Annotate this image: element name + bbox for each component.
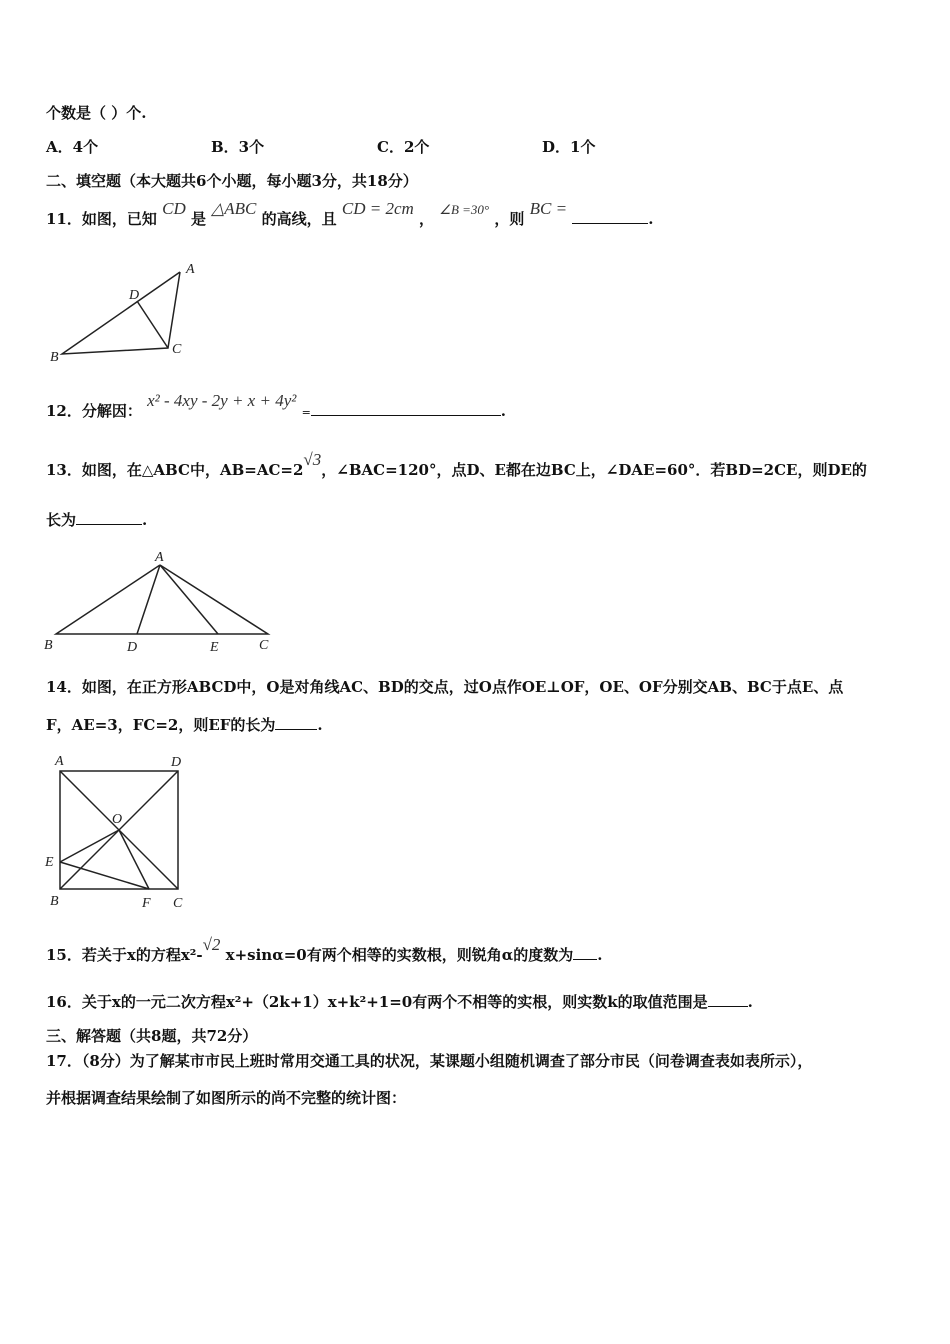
- figure-q14: [40, 750, 200, 915]
- q15-text: x+sinα=0有两个相等的实数根，则锐角α的度数为: [225, 946, 574, 964]
- label-o: O: [112, 812, 123, 827]
- option-b: B．3个: [211, 138, 265, 156]
- q15-text: 15．若关于x的方程x²-: [46, 946, 203, 964]
- period: .: [597, 946, 603, 964]
- segment-of: [119, 830, 149, 889]
- label-b: B: [44, 638, 53, 653]
- label-e: E: [210, 640, 219, 655]
- question-17: 17．（8分）为了解某市市民上班时常用交通工具的状况，某课题小组随机调查了部分市民（问卷调查表如表所示），: [46, 1052, 813, 1070]
- segment-ad: [137, 565, 160, 634]
- answer-blank[interactable]: [275, 715, 317, 730]
- option-a: A．4个: [46, 138, 99, 156]
- label-c: C: [172, 342, 182, 357]
- q13-math: √3: [303, 450, 322, 469]
- q11-math: △ABC: [211, 199, 257, 218]
- figure-q11: [40, 255, 210, 370]
- question-12: [46, 391, 507, 423]
- q11-math: ∠B =30°: [439, 202, 490, 217]
- label-c: C: [173, 896, 183, 911]
- period: .: [747, 993, 753, 1011]
- q15-math: √2: [202, 935, 221, 954]
- answer-blank[interactable]: [708, 992, 748, 1007]
- label-d: D: [129, 288, 140, 303]
- answer-blank[interactable]: [573, 945, 597, 960]
- period: .: [500, 402, 507, 420]
- q11-text: 的高线，且: [261, 210, 337, 228]
- segment-ae: [160, 565, 218, 634]
- q11-text: ，: [419, 210, 435, 228]
- question-17-line2: 并根据调查结果绘制了如图所示的尚不完整的统计图：: [46, 1089, 407, 1107]
- label-a: A: [186, 262, 195, 277]
- figure-q13: [40, 545, 285, 655]
- question-11: [46, 199, 654, 230]
- label-a: A: [55, 754, 64, 769]
- label-f: F: [142, 896, 151, 911]
- question-14-line2: [46, 715, 323, 735]
- q13-text: 13．如图，在△ABC中，AB=AC=2: [46, 461, 304, 479]
- q11-math: CD = 2cm: [341, 199, 414, 218]
- section2-title: 二、填空题（本大题共6个小题，每小题3分，共18分）: [46, 172, 418, 190]
- period: .: [317, 716, 323, 734]
- answer-blank[interactable]: [311, 401, 501, 416]
- label-d: D: [127, 640, 138, 655]
- label-b: B: [50, 894, 59, 909]
- q11-text: 是: [190, 210, 206, 228]
- q13-text: ，∠BAC=120°，点D、E都在边BC上，∠DAE=60°．若BD=2CE，则DE的: [321, 461, 867, 479]
- altitude-cd: [137, 301, 168, 348]
- segment-oe: [60, 830, 119, 862]
- answer-blank[interactable]: [572, 209, 648, 224]
- q11-text: ，则: [494, 210, 525, 228]
- label-e: E: [45, 855, 54, 870]
- label-b: B: [50, 350, 59, 365]
- question-14: 14．如图，在正方形ABCD中，O是对角线AC、BD的交点，过O点作OE⊥OF，OE、OF分别交AB、BC于点E、点: [46, 678, 844, 696]
- q11-math: BC =: [529, 199, 568, 218]
- q12-math: x² - 4xy - 2y + x + 4y²: [147, 391, 297, 410]
- label-d: D: [171, 755, 182, 770]
- question-16: [46, 992, 753, 1012]
- q14-text: F，AE=3，FC=2，则EF的长为: [46, 716, 276, 734]
- question-13-line2: [46, 510, 147, 530]
- label-c: C: [259, 638, 269, 653]
- triangle-abc: [56, 565, 268, 634]
- q13-text: 长为: [46, 511, 77, 529]
- option-d: D．1个: [542, 138, 596, 156]
- question-15: [46, 935, 603, 965]
- label-a: A: [155, 550, 164, 565]
- q16-text: 16．关于x的一元二次方程x²+（2k+1）x+k²+1=0有两个不相等的实根，则实数k的取值范围是: [46, 993, 708, 1011]
- q11-text: 11．如图，已知: [46, 210, 157, 228]
- triangle-abc: [62, 272, 180, 354]
- question-13: [46, 450, 867, 480]
- answer-blank[interactable]: [76, 510, 142, 525]
- period: .: [648, 210, 654, 228]
- q12-eq: =: [301, 406, 311, 419]
- q10-options: [46, 137, 906, 157]
- option-c: C．2个: [377, 138, 430, 156]
- q11-math: CD: [162, 199, 186, 218]
- q10-tail: 个数是（ ）个.: [46, 104, 147, 122]
- period: .: [142, 511, 148, 529]
- q12-text: 12．分解因：: [46, 402, 142, 420]
- section3-title: 三、解答题（共8题，共72分）: [46, 1027, 258, 1045]
